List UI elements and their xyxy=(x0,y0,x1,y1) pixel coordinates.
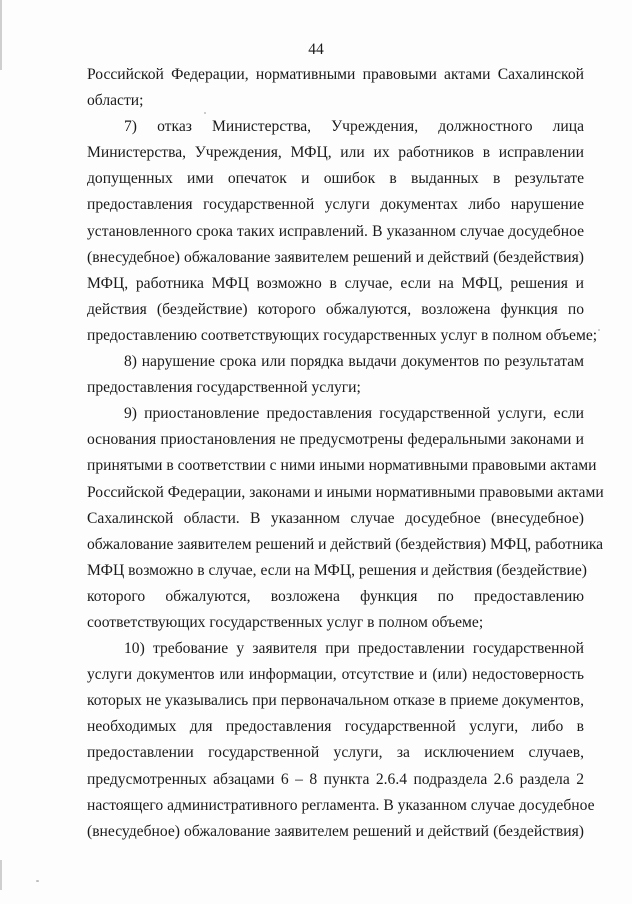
scan-edge-mark xyxy=(0,0,2,70)
text-line: 10) требование у заявителя при предоставлении государственной xyxy=(124,640,584,658)
text-line: предоставления государственной услуги документах либо нарушение xyxy=(87,196,584,214)
text-line: необходимых для предоставления государственной услуги, либо в xyxy=(87,718,584,736)
text-line: 8) нарушение срока или порядка выдачи документов по результатам xyxy=(124,353,584,371)
text-line: Сахалинской области. В указанном случае досудебное (внесудебное) xyxy=(87,509,584,527)
text-line: принятыми в соответствии с ними иными нормативными правовыми актами xyxy=(87,457,597,475)
text-line: которого обжалуются, возложена функция по предоставлению xyxy=(87,587,584,605)
text-line: действия (бездействие) которого обжалуются, возложена функция по xyxy=(87,300,584,318)
text-line: предоставлении государственной услуги, за исключением случаев, xyxy=(87,744,584,762)
text-line: предоставлению соответствующих государственных услуг в полном объеме; xyxy=(87,326,598,344)
text-line: (внесудебное) обжалование заявителем решений и действий (бездействия) xyxy=(87,822,584,840)
text-line: соответствующих государственных услуг в полном объеме; xyxy=(87,613,484,631)
text-line: 7) отказ Министерства, Учреждения, должностного лица xyxy=(124,118,584,136)
text-line: Министерства, Учреждения, МФЦ, или их работников в исправлении xyxy=(87,144,584,162)
text-line: установленного срока таких исправлений. В указанном случае досудебное xyxy=(87,222,584,240)
text-line: МФЦ возможно в случае, если на МФЦ, решения и действия (бездействие) xyxy=(87,561,587,579)
scan-edge-mark xyxy=(0,860,2,890)
text-line: 9) приостановление предоставления государственной услуги, если xyxy=(124,405,584,423)
scan-speck xyxy=(598,329,600,331)
text-line: которых не указывались при первоначальном отказе в приеме документов, xyxy=(87,692,584,710)
text-line: основания приостановления не предусмотрены федеральными законами и xyxy=(87,431,584,449)
text-line: предусмотренных абзацами 6 – 8 пункта 2.6.4 подраздела 2.6 раздела 2 xyxy=(87,770,584,788)
scan-speck xyxy=(36,880,39,882)
text-line: обжалование заявителем решений и действий (бездействия) МФЦ, работника xyxy=(87,535,604,553)
text-line: предоставления государственной услуги; xyxy=(87,379,361,397)
text-line: Российской Федерации, нормативными правовыми актами Сахалинской xyxy=(87,66,584,83)
document-body xyxy=(87,62,604,845)
text-line: Российской Федерации, законами и иными нормативными правовыми актами xyxy=(87,483,604,501)
page-number: 44 xyxy=(308,41,324,58)
text-line: допущенных ими опечаток и ошибок в выданных в результате xyxy=(87,170,584,188)
text-line: МФЦ, работника МФЦ возможно в случае, если на МФЦ, решения и xyxy=(87,274,584,292)
text-line: области; xyxy=(87,92,144,110)
text-line: услуги документов или информации, отсутствие и (или) недостоверность xyxy=(87,666,584,684)
text-line: (внесудебное) обжалование заявителем решений и действий (бездействия) xyxy=(87,248,584,266)
text-line: настоящего административного регламента. В указанном случае досудебное xyxy=(87,796,595,814)
